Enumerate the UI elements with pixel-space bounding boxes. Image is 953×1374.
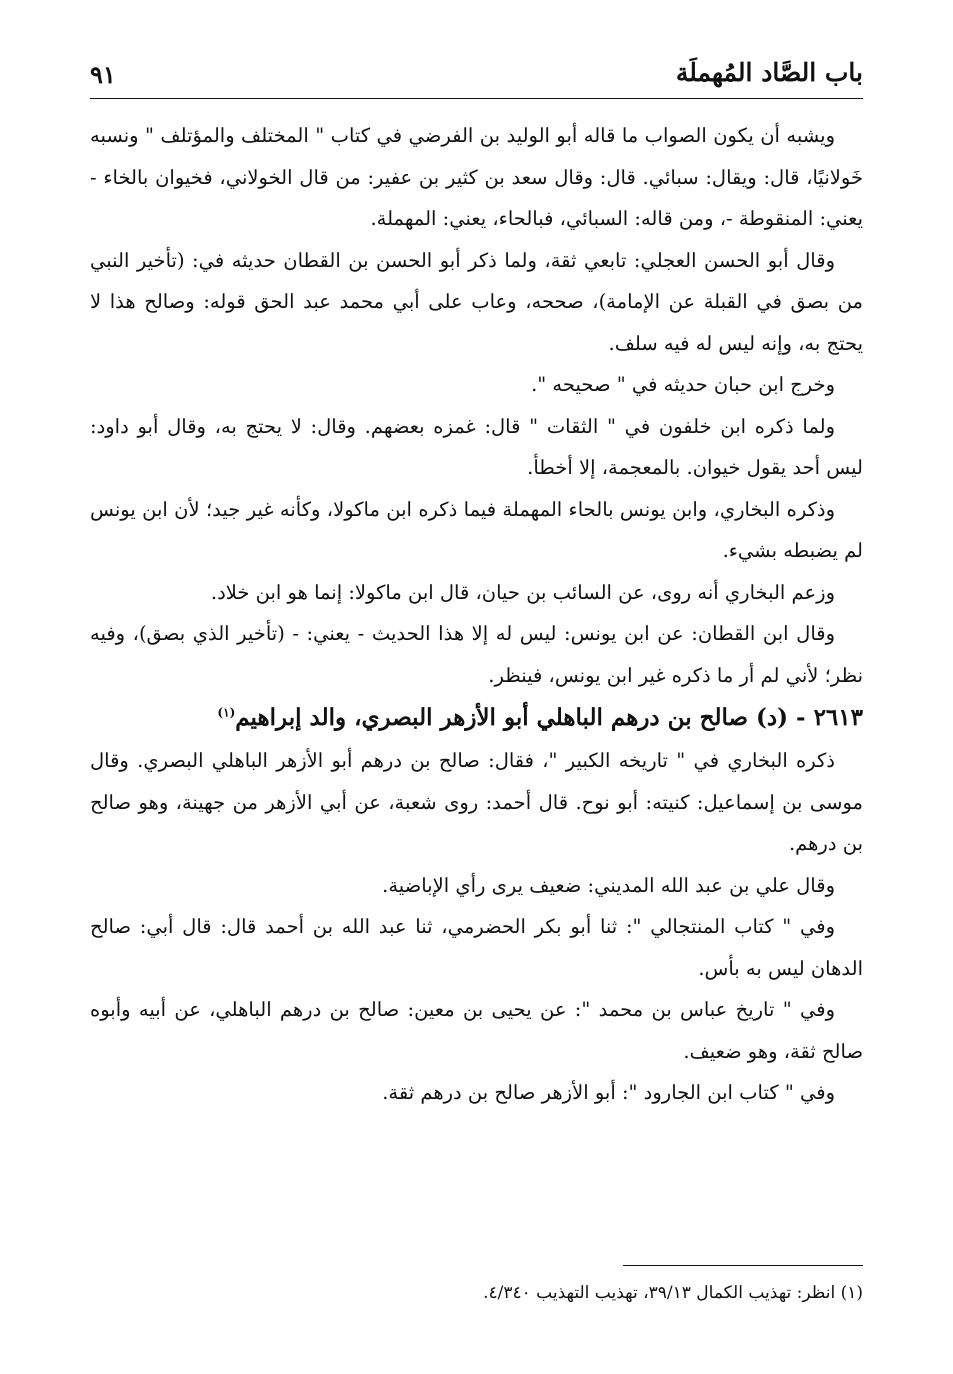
- entry-paragraph: وفي " تاريخ عباس بن محمد ": عن يحيى بن معين: صالح بن درهم الباهلي، عن أبيه وأبوه صالح ثقة، وهو ضعيف.: [90, 998, 863, 1063]
- paragraph: وذكره البخاري، وابن يونس بالحاء المهملة فيما ذكره ابن ماكولا، وكأنه غير جيد؛ لأن ابن يونس لم يضبطه بشيء.: [90, 497, 863, 562]
- paragraph: ولما ذكره ابن خلفون في " الثقات " قال: غمزه بعضهم. وقال: لا يحتج به، وقال أبو داود: ليس أحد يقول خيوان. بالمعجمة، إلا أخطأ.: [90, 414, 863, 479]
- main-text: [90, 115, 863, 1114]
- entry-paragraph: وفي " كتاب المنتجالي ": ثنا أبو بكر الحضرمي، ثنا عبد الله بن أحمد قال: قال أبي: صالح الدهان ليس به بأس.: [90, 915, 863, 980]
- paragraph: ويشبه أن يكون الصواب ما قاله أبو الوليد بن الفرضي في كتاب " المختلف والمؤتلف " ونسبه خَولانيًا، قال: ويقال: سبائي. قال: وقال سعد بن كثير بن عفير: من قال الخولاني، فخيوان بالخاء - يعني: المنقوطة -، ومن قاله: السبائي، فبالحاء، يعني: المهملة.: [90, 124, 863, 230]
- entry-paragraph: وقال علي بن عبد الله المديني: ضعيف يرى رأي الإباضية.: [382, 873, 835, 897]
- page-header: [90, 58, 863, 99]
- paragraph: وخرج ابن حبان حديثه في " صحيحه ".: [531, 373, 835, 396]
- paragraph: وزعم البخاري أنه روى، عن السائب بن حيان، قال ابن ماكولا: إنما هو ابن خلاد.: [210, 580, 835, 604]
- entry-paragraph: ذكره البخاري في " تاريخه الكبير "، فقال: صالح بن درهم أبو الأزهر الباهلي البصري. وقال موسى بن إسماعيل: كنيته: أبو نوح. قال أحمد: روى شعبة، عن أبي الأزهر من جهينة، وهو صالح بن درهم.: [90, 749, 863, 855]
- footnote: (١) انظر: تهذيب الكمال ٣٩/١٣، تهذيب التهذيب ٤/٣٤٠.: [483, 1283, 863, 1303]
- footnote-reference: (١): [217, 705, 236, 720]
- running-title: باب الصَّاد المُهملَة: [675, 58, 863, 87]
- entry-heading-text: ٢٦١٣ - (د) صالح بن درهم الباهلي أبو الأزهر البصري، والد إبراهيم: [235, 704, 863, 731]
- paragraph: وقال ابن القطان: عن ابن يونس: ليس له إلا هذا الحديث - يعني: - (تأخير الذي بصق)، وفيه نظر؛ لأني لم أر ما ذكره غير ابن يونس، فينظر.: [90, 622, 863, 687]
- page-number: ٩١: [90, 60, 116, 89]
- entry-paragraph: وفي " كتاب ابن الجارود ": أبو الأزهر صالح بن درهم ثقة.: [382, 1081, 835, 1104]
- paragraph: وقال أبو الحسن العجلي: تابعي ثقة، ولما ذكر أبو الحسن بن القطان حديثه في: (تأخير النبي من بصق في القبلة عن الإمامة)، صححه، وعاب على أبي محمد عبد الحق قوله: وصالح هذا لا يحتج به، وإنه ليس له فيه سلف.: [90, 248, 863, 355]
- footnote-divider: [623, 1265, 863, 1266]
- entry-heading: [90, 696, 863, 740]
